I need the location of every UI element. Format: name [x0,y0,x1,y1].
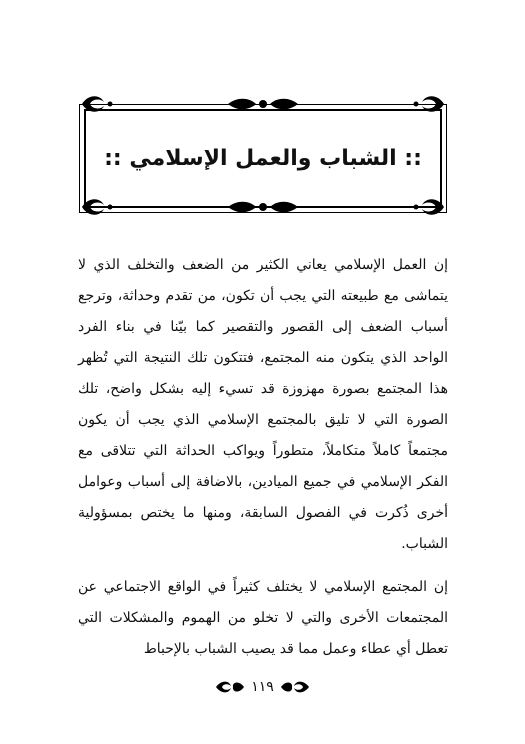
paragraph: إن العمل الإسلامي يعاني الكثير من الضعف والتخلف الذي لا يتماشى مع طبيعته التي يجب أن تكون، من تقدم وحداثة، وترجع أسباب الضعف إلى القصور والتقصير كما بيّنا في بناء الفرد الواحد الذي يتكون منه المجتمع، فتتكون تلك النتيجة التي تُظهر هذا المجتمع بصورة مهزوزة قد تسيء إليه بشكل واضح، تلك الصورة التي لا تليق بالمجتمع الإسلامي الذي يجب أن يكون مجتمعاً كاملاً متكاملاً، متطوراً ويواكب الحداثة التي تتلاقى مع الفكر الإسلامي في جميع الميادين، بالاضافة إلى أسباب وعوامل أخرى ذُكرت في الفصول السابقة، ومنها ما يختص بمسؤولية الشباب. [78,257,448,552]
body-text [78,250,448,665]
floral-ornament-icon [280,680,310,694]
bottom-ornament-icon [80,197,446,217]
chapter-title: :: الشباب والعمل الإسلامي :: [104,146,422,171]
paragraph: إن المجتمع الإسلامي لا يختلف كثيراً في الواقع الاجتماعي عن المجتمعات الأخرى والتي لا تخلو من الهموم والمشكلات التي تعطل أي عطاء وعمل مما قد يصيب الشباب بالإحباط [78,579,448,657]
page-number: ١١٩ [251,679,274,695]
page-footer [0,676,525,698]
floral-ornament-icon [215,680,245,694]
